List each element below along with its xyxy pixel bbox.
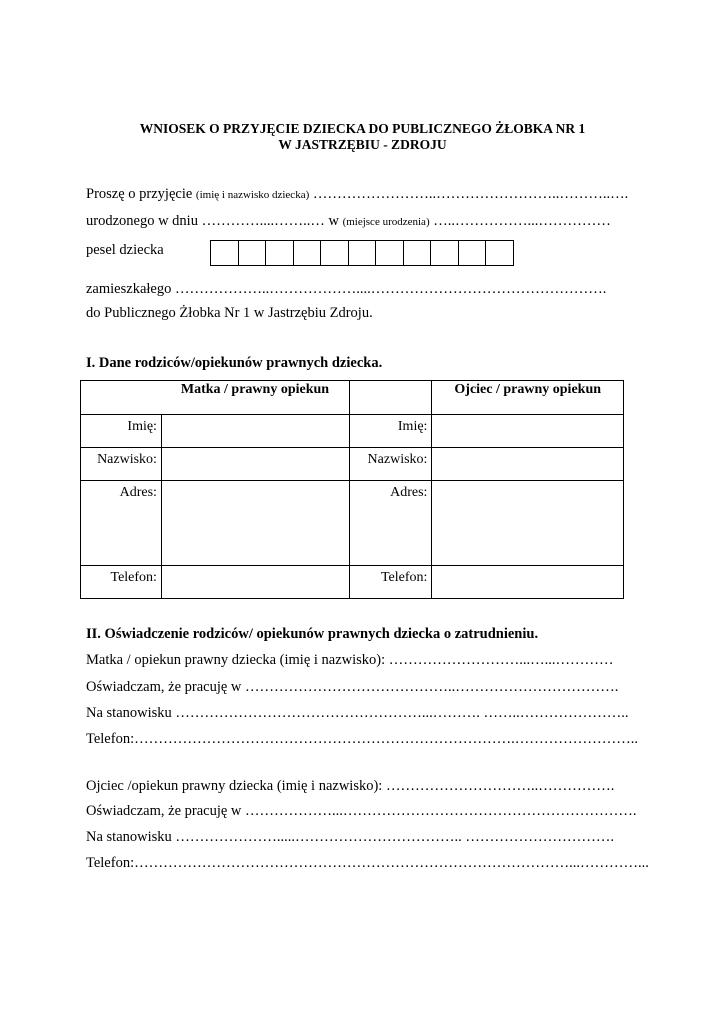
father-last-name-label: Nazwisko: (349, 448, 432, 481)
address-label: zamieszkałego (86, 281, 172, 297)
mother-phone-label: Telefon: (81, 566, 162, 599)
father-first-name-field[interactable] (432, 415, 624, 448)
father-address-label: Adres: (349, 481, 432, 566)
father-first-name-label: Imię: (349, 415, 432, 448)
birth-date-field[interactable]: …………....……..… (201, 213, 325, 229)
mother-address-field[interactable] (161, 481, 349, 566)
child-name-hint: (imię i nazwisko dziecka) (195, 189, 310, 201)
form-title-line-2: W JASTRZĘBIU - ZDROJU (278, 137, 447, 152)
nursery-line: do Publicznego Żłobka Nr 1 w Jastrzębiu Zdroju. (86, 305, 373, 321)
pesel-digit-box[interactable] (211, 241, 239, 265)
mother-phone-line[interactable]: Telefon:…………………………………………………………………….…………………….. (86, 731, 638, 747)
pesel-digit-box[interactable] (239, 241, 267, 265)
address-field[interactable]: ………………..………………....…………………………………………. (174, 281, 607, 297)
birth-place-field[interactable]: …..……………...…………… (433, 213, 611, 229)
mother-name-line[interactable]: Matka / opiekun prawny dziecka (imię i nazwisko): ………………………...…...………… (86, 652, 614, 668)
mother-position-line[interactable]: Na stanowisku ……………………………………………...………. ……..………………….. (86, 705, 629, 721)
form-title-line-1: WNIOSEK O PRZYJĘCIE DZIECKA DO PUBLICZNEGO ŻŁOBKA NR 1 (139, 121, 586, 136)
section-1-heading: I. Dane rodziców/opiekunów prawnych dziecka. (86, 355, 383, 371)
mother-phone-field[interactable] (161, 566, 349, 599)
father-last-name-field[interactable] (432, 448, 624, 481)
mother-first-name-field[interactable] (161, 415, 349, 448)
address-line (86, 281, 606, 298)
father-employer-line[interactable]: Oświadczam, że pracuję w ………………...……………………………………………………. (86, 803, 637, 819)
child-name-field[interactable]: ……………………..……………………..………..…. (312, 186, 629, 202)
mother-last-name-field[interactable] (161, 448, 349, 481)
pesel-boxes[interactable] (210, 240, 514, 266)
mother-address-label: Adres: (81, 481, 162, 566)
pesel-digit-box[interactable] (486, 241, 513, 265)
pesel-digit-box[interactable] (459, 241, 487, 265)
pesel-digit-box[interactable] (294, 241, 322, 265)
w-label: w (328, 213, 339, 229)
father-phone-field[interactable] (432, 566, 624, 599)
pesel-label: pesel dziecka (86, 242, 164, 258)
parents-table (80, 380, 624, 599)
pesel-digit-box[interactable] (349, 241, 377, 265)
father-phone-label: Telefon: (349, 566, 432, 599)
pesel-digit-box[interactable] (266, 241, 294, 265)
mother-employer-line[interactable]: Oświadczam, że pracuję w ……………………………………..……………………………. (86, 679, 619, 695)
pesel-digit-box[interactable] (376, 241, 404, 265)
pesel-digit-box[interactable] (404, 241, 432, 265)
pesel-digit-box[interactable] (431, 241, 459, 265)
father-header: Ojciec / prawny opiekun (432, 381, 624, 415)
father-position-line[interactable]: Na stanowisku ………………….....…………………………….. …………………………. (86, 829, 615, 845)
mother-last-name-label: Nazwisko: (81, 448, 162, 481)
father-phone-line[interactable]: Telefon:………………………………………………………………………………...…………... (86, 855, 649, 871)
birth-place-hint: (miejsce urodzenia) (342, 216, 430, 228)
mother-first-name-label: Imię: (81, 415, 162, 448)
birth-line (86, 213, 611, 230)
father-address-field[interactable] (432, 481, 624, 566)
section-2-heading: II. Oświadczenie rodziców/ opiekunów prawnych dziecka o zatrudnieniu. (86, 626, 539, 642)
prosze-label: Proszę o przyjęcie (86, 186, 193, 202)
mother-header: Matka / prawny opiekun (161, 381, 349, 415)
pesel-digit-box[interactable] (321, 241, 349, 265)
born-label: urodzonego w dniu (86, 213, 198, 229)
child-name-line (86, 186, 628, 203)
father-name-line[interactable]: Ojciec /opiekun prawny dziecka (imię i nazwisko): …………………………..……………. (86, 778, 615, 794)
